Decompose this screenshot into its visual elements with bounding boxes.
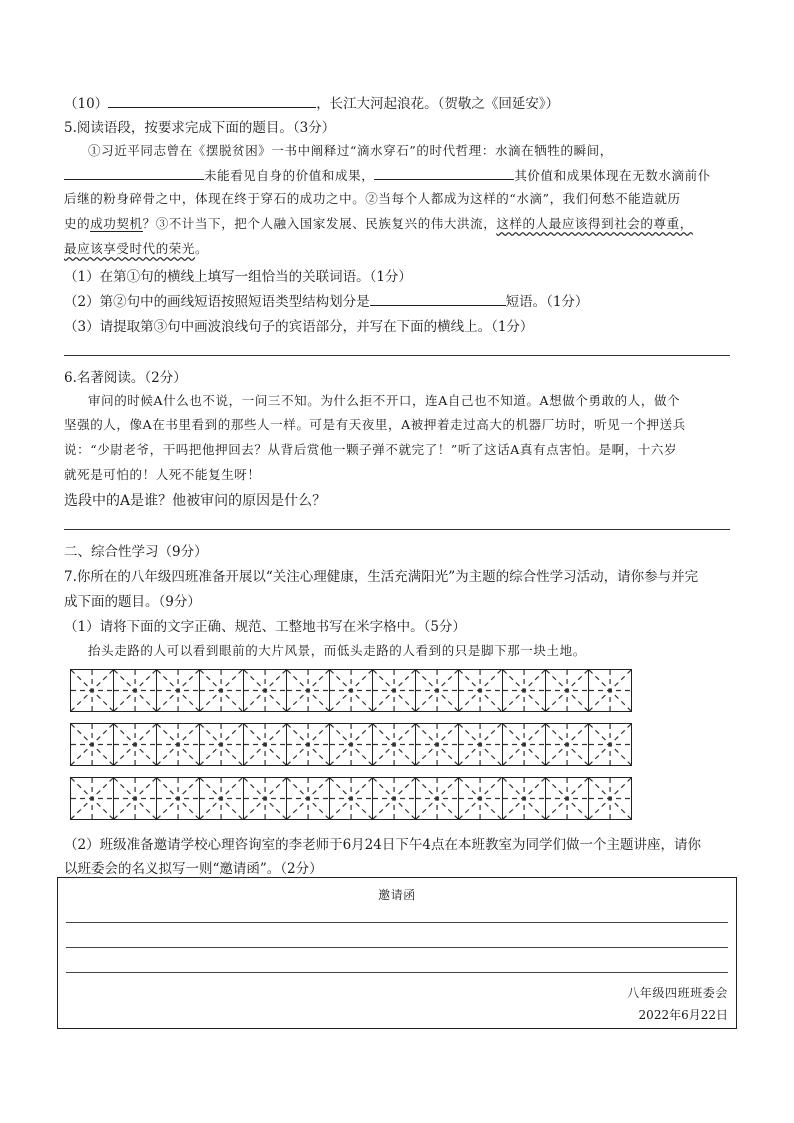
- mizi-cell[interactable]: [459, 778, 502, 819]
- mizi-cell[interactable]: [416, 670, 459, 711]
- mizi-cell[interactable]: [114, 670, 157, 711]
- mizi-grid-row-3[interactable]: [70, 777, 632, 820]
- mizi-cell[interactable]: [373, 724, 416, 765]
- q5-passage-line-2b: 其价值和成果体现在无数水滴前仆: [514, 168, 711, 183]
- mizi-cell[interactable]: [200, 778, 243, 819]
- invitation-date: 2022年6月22日: [638, 1008, 728, 1022]
- mizi-cell[interactable]: [546, 670, 589, 711]
- q5-passage-line-2a: 未能看见自身的价值和成果，: [204, 168, 375, 183]
- mizi-cell[interactable]: [287, 778, 330, 819]
- mizi-cell[interactable]: [373, 670, 416, 711]
- mizi-cell[interactable]: [244, 778, 287, 819]
- mizi-cell[interactable]: [157, 670, 200, 711]
- q6-excerpt-line-4: 就死是可怕的！人死不能复生呀！: [64, 467, 261, 482]
- q6-question: 选段中的A是谁？他被审问的原因是什么？: [64, 493, 327, 509]
- invitation-box: [57, 877, 737, 1029]
- mizi-cell[interactable]: [589, 724, 631, 765]
- mizi-cell[interactable]: [244, 670, 287, 711]
- q5-passage-line-5: [64, 239, 208, 257]
- mizi-cell[interactable]: [200, 724, 243, 765]
- mizi-cell[interactable]: [71, 670, 114, 711]
- q5-phrase-type-blank[interactable]: [370, 291, 506, 306]
- mizi-cell[interactable]: [330, 724, 373, 765]
- mizi-cell[interactable]: [503, 778, 546, 819]
- mizi-grid-row-2[interactable]: [70, 723, 632, 766]
- mizi-cell[interactable]: [459, 724, 502, 765]
- q7-intro-line-1: 7.你所在的八年级四班准备开展以“关注心理健康，生活充满阳光”为主题的综合性学习活动，请你参与并完: [64, 569, 699, 585]
- mizi-cell[interactable]: [546, 724, 589, 765]
- q5-answer-line[interactable]: [64, 355, 730, 356]
- mizi-cell[interactable]: [71, 724, 114, 765]
- q4-item-10-suffix: ，长江大河起浪花。（贺敬之《回延安》）: [316, 96, 560, 112]
- mizi-cell[interactable]: [330, 778, 373, 819]
- q7-sub-1: （1）请将下面的文字正确、规范、工整地书写在米字格中。（5分）: [64, 619, 466, 635]
- q5-passage-line-2: [64, 165, 711, 184]
- q5-sub-2-text-b: 短语。（1分）: [505, 294, 589, 310]
- mizi-cell[interactable]: [157, 778, 200, 819]
- mizi-cell[interactable]: [546, 778, 589, 819]
- invitation-signature: 八年级四班班委会: [627, 986, 728, 1000]
- mizi-cell[interactable]: [459, 670, 502, 711]
- mizi-cell[interactable]: [330, 670, 373, 711]
- mizi-cell[interactable]: [416, 778, 459, 819]
- q7-copy-text: 抬头走路的人可以看到眼前的大片风景，而低头走路的人看到的只是脚下那一块土地。: [88, 643, 586, 658]
- q4-item-10: [64, 92, 559, 112]
- q5-connective-blank-1[interactable]: [64, 165, 204, 180]
- q5-sub-2: [64, 290, 588, 310]
- q5-passage-line-1: ①习近平同志曾在《摆脱贫困》一书中阐释过“滴水穿石”的时代哲理：水滴在牺牲的瞬间，: [88, 143, 613, 158]
- q5-sub-3: （3）请提取第③句中画波浪线句子的宾语部分，并写在下面的横线上。（1分）: [64, 319, 534, 335]
- q5-passage-line-3: 后继的粉身碎骨之中，体现在终于穿石的成功之中。②当每个人都成为这样的“水滴”，我们何愁不能造就历: [64, 191, 681, 206]
- q5-passage-line-5-end: 。: [195, 241, 209, 256]
- mizi-cell[interactable]: [503, 670, 546, 711]
- invitation-line-3[interactable]: [66, 972, 728, 973]
- q5-wavy-sentence-part-2: 最应该享受时代的荣光: [64, 241, 196, 256]
- q5-passage-line-4b: ？③不计当下，把个人融入国家发展、民族复兴的伟大洪流，: [142, 216, 497, 231]
- mizi-cell[interactable]: [416, 724, 459, 765]
- invitation-title: 邀请函: [378, 888, 416, 902]
- q6-excerpt-line-2: 坚强的人，像A在书里看到的那些人一样。可是有天夜里，A被押着走过高大的机器厂坊时，听见一个押送兵: [64, 417, 686, 432]
- mizi-cell[interactable]: [200, 670, 243, 711]
- q6-excerpt-line-3: 说：“少尉老爷，干吗把他押回去？从背后赏他一颗子弹不就完了！”听了这话A真有点害怕。是啊，十六岁: [64, 442, 678, 457]
- mizi-cell[interactable]: [589, 778, 631, 819]
- q6-title: 6.名著阅读。（2分）: [64, 370, 187, 386]
- q7-intro-line-2: 成下面的题目。（9分）: [64, 594, 201, 610]
- section-2-heading: 二、综合性学习（9分）: [64, 544, 208, 560]
- q4-item-10-prefix: （10）: [64, 96, 109, 112]
- q5-sub-2-text-a: （2）第②句中的画线短语按照短语类型结构划分是: [64, 294, 370, 310]
- invitation-line-1[interactable]: [66, 922, 728, 923]
- mizi-cell[interactable]: [373, 778, 416, 819]
- q5-title: 5.阅读语段，按要求完成下面的题目。（3分）: [64, 120, 336, 136]
- q7-sub-2-line-1: （2）班级准备邀请学校心理咨询室的李老师于6月24日下午4点在本班教室为同学们做一个主题讲座，请你: [64, 837, 701, 853]
- mizi-cell[interactable]: [503, 724, 546, 765]
- mizi-cell[interactable]: [244, 724, 287, 765]
- mizi-cell[interactable]: [114, 724, 157, 765]
- mizi-grid-row-1[interactable]: [70, 669, 632, 712]
- mizi-cell[interactable]: [287, 670, 330, 711]
- mizi-cell[interactable]: [71, 778, 114, 819]
- q4-item-10-blank[interactable]: [108, 93, 316, 108]
- mizi-cell[interactable]: [287, 724, 330, 765]
- q5-wavy-sentence-part-1: 这样的人最应该得到社会的尊重，: [496, 216, 693, 231]
- q7-sub-2-line-2: 以班委会的名义拟写一则“邀请函”。（2分）: [64, 861, 323, 877]
- q5-passage-line-4a: 史的: [64, 216, 91, 231]
- q5-sub-1: （1）在第①句的横线上填写一组恰当的关联词语。（1分）: [64, 269, 412, 285]
- invitation-line-2[interactable]: [66, 947, 728, 948]
- q5-underlined-phrase: 成功契机: [90, 216, 143, 231]
- q6-excerpt-line-1: 审问的时候A什么也不说，一问三不知。为什么拒不开口，连A自己也不知道。A想做个勇敢的人，做个: [88, 393, 681, 408]
- mizi-cell[interactable]: [114, 778, 157, 819]
- mizi-cell[interactable]: [157, 724, 200, 765]
- q5-passage-line-4: [64, 214, 693, 232]
- mizi-cell[interactable]: [589, 670, 631, 711]
- q6-answer-line[interactable]: [64, 529, 730, 530]
- q5-connective-blank-2[interactable]: [374, 165, 514, 180]
